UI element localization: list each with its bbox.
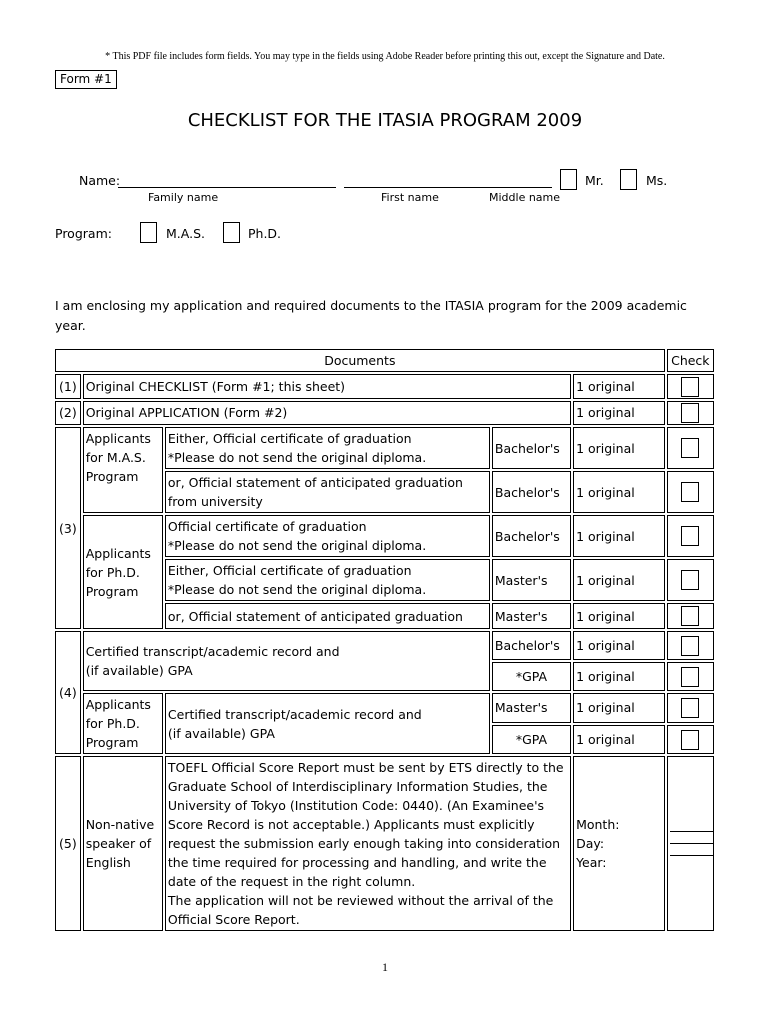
degree: Bachelor's: [492, 471, 571, 513]
mas-checkbox[interactable]: [140, 222, 157, 243]
mr-checkbox[interactable]: [560, 169, 577, 190]
degree: Bachelor's: [492, 631, 571, 660]
document-description: [165, 471, 490, 513]
check-cell: [667, 559, 714, 601]
check-cell: [667, 374, 714, 399]
quantity: 1 original: [573, 374, 665, 399]
page-title: CHECKLIST FOR THE ITASIA PROGRAM 2009: [187, 110, 583, 131]
check-cell: [667, 693, 714, 723]
table-row: [55, 374, 714, 399]
description-line: Official certificate of graduation: [167, 519, 367, 534]
check-box[interactable]: [681, 377, 699, 397]
description-line: TOEFL Official Score Report must be sent by ETS directly to the Graduate School of Interdisciplinary Information Studies, the University of Tokyo (Institution Code: 0440). (An Examinee's Score Record is not acceptable.) Applicants must explicitly request the submission early enough taking into consideration the time required for processing and handling, and write the date of the request in the right column.: [167, 760, 564, 889]
table-row: [55, 401, 714, 426]
check-cell: [667, 603, 714, 629]
description-line: (if available) GPA: [85, 663, 193, 678]
degree: Master's: [492, 603, 571, 629]
quantity: 1 original: [573, 401, 665, 426]
quantity: 1 original: [573, 471, 665, 513]
page-number: 1: [382, 960, 388, 974]
degree: Bachelor's: [492, 515, 571, 557]
request-date-fields: [667, 756, 714, 931]
quantity: 1 original: [573, 725, 665, 755]
document-description: [165, 427, 490, 469]
check-box[interactable]: [681, 636, 699, 656]
applicant-group-non-native: Non-native speaker of English: [83, 756, 163, 931]
row-number: (4): [55, 631, 81, 754]
table-row: [55, 756, 714, 931]
quantity: 1 original: [573, 693, 665, 723]
check-cell: [667, 725, 714, 755]
degree: Master's: [492, 693, 571, 723]
degree: Bachelor's: [492, 427, 571, 469]
form-fields-note: * This PDF file includes form fields. You may type in the fields using Adobe Reader before printing this out, except the Signature and Date.: [105, 51, 665, 62]
form-number: Form #1: [55, 70, 117, 89]
table-row: [55, 631, 714, 660]
description-line: from university: [167, 494, 263, 509]
check-box[interactable]: [681, 606, 699, 626]
row-number: (2): [55, 401, 81, 426]
document-description: [165, 693, 490, 754]
check-box[interactable]: [681, 698, 699, 718]
description-line: *Please do not send the original diploma.: [167, 450, 427, 465]
applicant-group-mas: Applicants for M.A.S. Program: [83, 427, 163, 513]
document-description: [83, 631, 490, 691]
applicant-group-phd: Applicants for Ph.D. Program: [83, 693, 163, 754]
check-box[interactable]: [681, 438, 699, 458]
day-field[interactable]: [670, 842, 714, 844]
table-row: [55, 515, 714, 557]
check-header: Check: [667, 349, 714, 372]
check-cell: [667, 427, 714, 469]
row-number: (3): [55, 427, 81, 629]
description-line: *Please do not send the original diploma.: [167, 582, 427, 597]
family-name-sublabel: Family name: [148, 191, 219, 204]
phd-label: Ph.D.: [248, 226, 282, 241]
document-description: [165, 559, 490, 601]
quantity: 1 original: [573, 662, 665, 691]
description-line: Either, Official certificate of graduation: [167, 563, 412, 578]
check-box[interactable]: [681, 570, 699, 590]
applicant-group-phd: Applicants for Ph.D. Program: [83, 515, 163, 629]
month-label: Month:: [576, 817, 620, 832]
year-field[interactable]: [670, 854, 714, 856]
middle-name-sublabel: Middle name: [489, 191, 561, 204]
check-cell: [667, 662, 714, 691]
phd-checkbox[interactable]: [223, 222, 240, 243]
table-header-row: [55, 349, 714, 372]
ms-label: Ms.: [646, 173, 668, 188]
check-cell: [667, 471, 714, 513]
description-line: Certified transcript/academic record and: [167, 706, 422, 722]
table-row: [55, 427, 714, 469]
degree: *GPA: [492, 662, 571, 691]
check-box[interactable]: [681, 403, 699, 423]
description-line: Either, Official certificate of graduation: [167, 431, 412, 446]
description-line: (if available) GPA: [167, 725, 275, 741]
mr-label: Mr.: [585, 173, 604, 188]
document-description: or, Official statement of anticipated graduation: [165, 603, 490, 629]
quantity: 1 original: [573, 427, 665, 469]
check-box[interactable]: [681, 667, 699, 687]
quantity: 1 original: [573, 559, 665, 601]
check-box[interactable]: [681, 526, 699, 546]
family-name-field[interactable]: [118, 186, 336, 188]
documents-header: Documents: [55, 349, 665, 372]
first-middle-name-field[interactable]: [344, 186, 552, 188]
document-name: Original CHECKLIST (Form #1; this sheet): [83, 374, 571, 399]
description-line: or, Official statement of anticipated graduation: [167, 475, 463, 490]
description-line: Certified transcript/academic record and: [85, 644, 340, 659]
first-name-sublabel: First name: [381, 191, 439, 204]
check-cell: [667, 631, 714, 660]
request-date-labels: [573, 756, 665, 931]
description-line: *Please do not send the original diploma.: [167, 538, 427, 553]
month-field[interactable]: [670, 830, 714, 832]
mas-label: M.A.S.: [166, 226, 205, 241]
document-name: Original APPLICATION (Form #2): [83, 401, 571, 426]
quantity: 1 original: [573, 603, 665, 629]
degree: Master's: [492, 559, 571, 601]
day-label: Day:: [576, 836, 605, 851]
toefl-description: [165, 756, 571, 931]
year-label: Year:: [576, 855, 607, 870]
quantity: 1 original: [573, 515, 665, 557]
documents-table: [53, 347, 716, 933]
check-box[interactable]: [681, 482, 699, 502]
degree: *GPA: [492, 725, 571, 755]
name-label: Name:: [79, 173, 121, 188]
check-box[interactable]: [681, 730, 699, 750]
row-number: (1): [55, 374, 81, 399]
row-number: (5): [55, 756, 81, 931]
description-line: The application will not be reviewed without the arrival of the Official Score Report.: [167, 893, 554, 927]
table-row: [55, 693, 714, 723]
quantity: 1 original: [573, 631, 665, 660]
check-cell: [667, 515, 714, 557]
check-cell: [667, 401, 714, 426]
document-description: [165, 515, 490, 557]
ms-checkbox[interactable]: [620, 169, 637, 190]
program-label: Program:: [55, 226, 112, 241]
intro-paragraph: I am enclosing my application and required documents to the ITASIA program for the 2009 academic year.: [55, 298, 687, 333]
